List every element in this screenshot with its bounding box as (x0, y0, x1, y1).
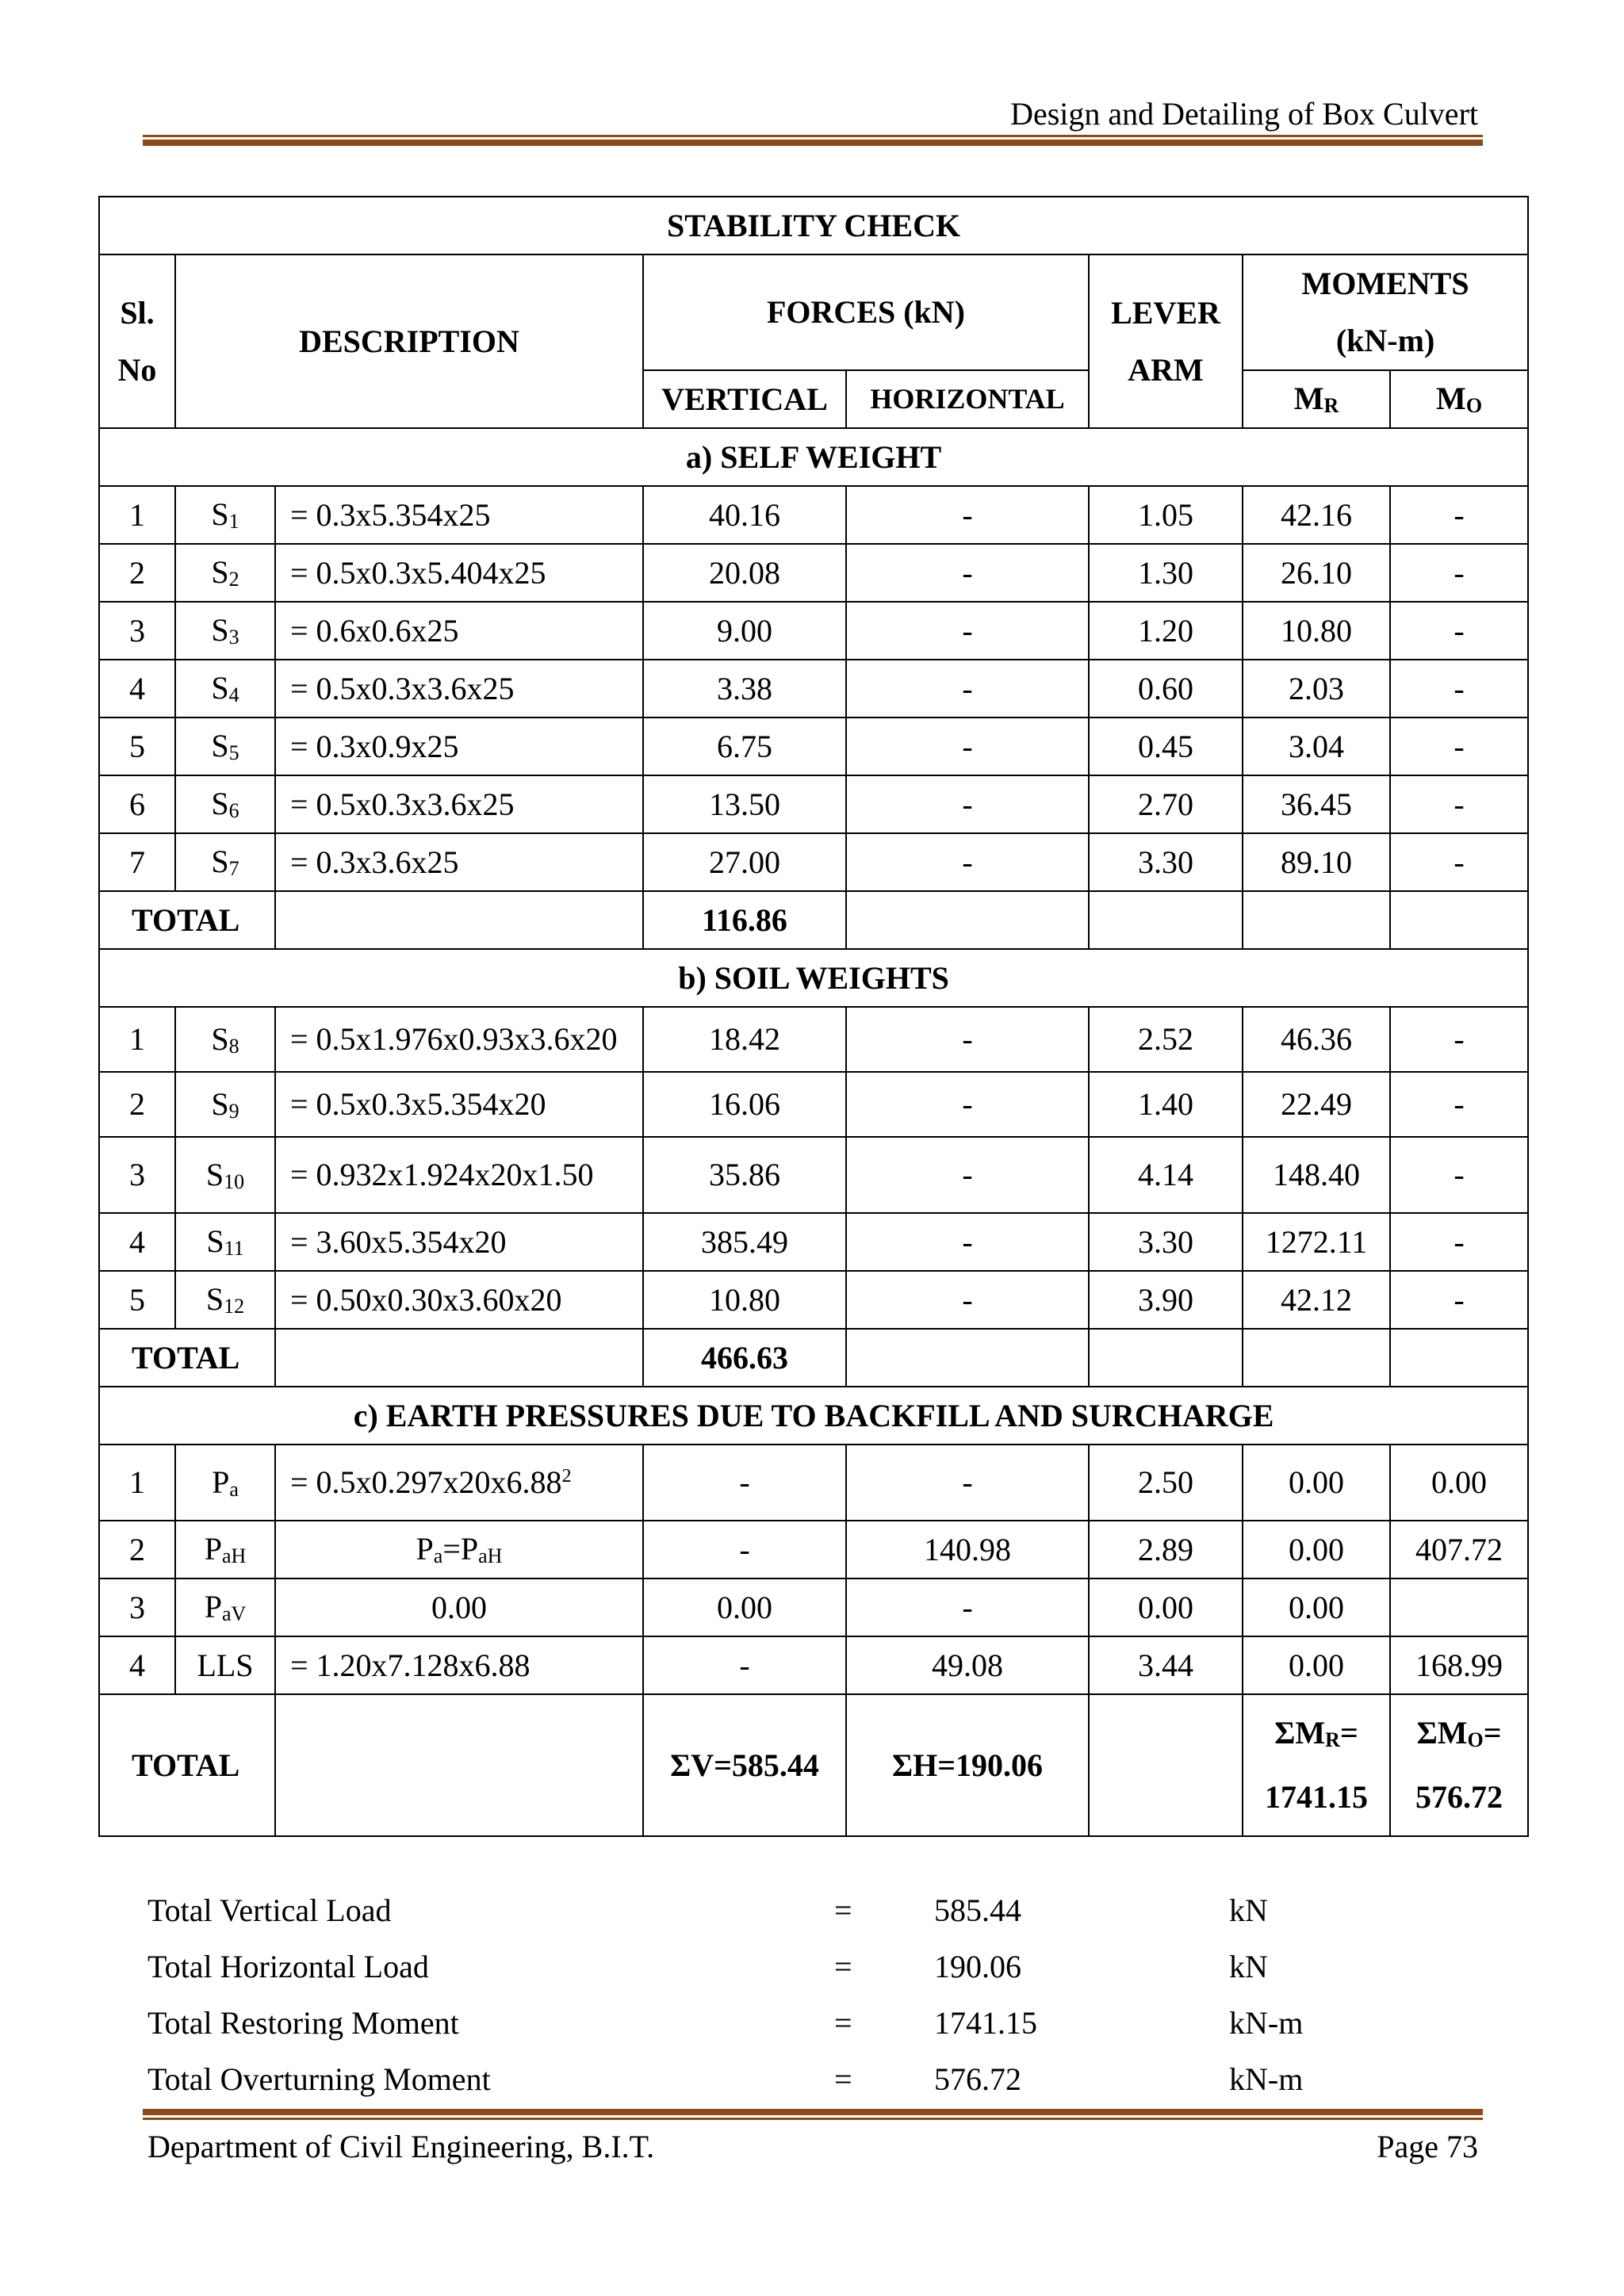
table-row (99, 1072, 1528, 1137)
section-title-soil-weights: b) SOIL WEIGHTS (99, 949, 1528, 1007)
cell-horizontal: - (846, 486, 1089, 544)
table-row (99, 660, 1528, 718)
cell-vertical: 10.80 (643, 1271, 846, 1329)
cell-vertical: 16.06 (643, 1072, 846, 1137)
table-row: 2 $P_{aH}$ $P_a=P_{aH}$ - 140.98 2.89 0.00 407.72 (99, 1521, 1528, 1578)
cell-symbol: $S_3$ (175, 602, 275, 660)
cell-mo: - (1390, 602, 1528, 660)
cell-sl-no: 2 (99, 1072, 175, 1137)
cell-mr: 2.03 (1243, 660, 1390, 718)
table-row: 4 LLS = 1.20x7.128x6.88 - 49.08 3.44 0.00 168.99 (99, 1636, 1528, 1694)
cell-lever-arm: 3.90 (1089, 1271, 1243, 1329)
cell-formula: = 0.5x0.3x5.354x20 (275, 1072, 643, 1137)
footer-rule-thick (143, 2109, 1483, 2115)
cell-lever-arm: 1.20 (1089, 602, 1243, 660)
header-rule-thin (143, 135, 1483, 137)
cell-mr: 1272.11 (1243, 1213, 1390, 1271)
table-row (99, 1271, 1528, 1329)
col-header-horizontal: HORIZONTAL (846, 370, 1089, 428)
section-c-total-vertical: ΣV=585.44 (643, 1694, 846, 1836)
cell-symbol: $S_1$ (175, 486, 275, 544)
cell-formula: = 0.3x0.9x25 (275, 718, 643, 775)
cell-sl-no: 3 (99, 1137, 175, 1213)
col-header-mo: $M_O$ (1390, 370, 1528, 428)
cell-symbol: $S_{11}$ (175, 1213, 275, 1271)
footer-department: Department of Civil Engineering, B.I.T. (147, 2129, 655, 2164)
table-row (99, 602, 1528, 660)
cell-formula: = 0.5x0.3x3.6x25 (275, 660, 643, 718)
cell-horizontal: - (846, 833, 1089, 891)
col-header-forces: FORCES (kN) (643, 254, 1089, 370)
cell-lever-arm: 1.05 (1089, 486, 1243, 544)
cell-symbol: $S_{12}$ (175, 1271, 275, 1329)
cell-mo: - (1390, 544, 1528, 602)
cell-mo: - (1390, 1007, 1528, 1072)
cell-vertical: 385.49 (643, 1213, 846, 1271)
cell-horizontal: - (846, 1137, 1089, 1213)
cell-mr: 22.49 (1243, 1072, 1390, 1137)
cell-lever-arm: 0.45 (1089, 718, 1243, 775)
cell-vertical: 3.38 (643, 660, 846, 718)
cell-symbol: $S_9$ (175, 1072, 275, 1137)
cell-lever-arm: 2.70 (1089, 775, 1243, 833)
table-row: 3 $P_{aV}$ 0.00 0.00 - 0.00 0.00 (99, 1578, 1528, 1636)
cell-sl-no: 1 (99, 1007, 175, 1072)
cell-lever-arm: 0.60 (1089, 660, 1243, 718)
cell-sl-no: 4 (99, 660, 175, 718)
cell-mo: - (1390, 1213, 1528, 1271)
cell-vertical: 20.08 (643, 544, 846, 602)
cell-horizontal: - (846, 1007, 1089, 1072)
section-b-rows (99, 1007, 1528, 1329)
cell-vertical: 35.86 (643, 1137, 846, 1213)
cell-horizontal: - (846, 718, 1089, 775)
section-c-total-label: TOTAL (99, 1694, 275, 1836)
cell-mo: - (1390, 833, 1528, 891)
cell-lever-arm: 1.40 (1089, 1072, 1243, 1137)
footer-page-number: Page 73 (1377, 2129, 1478, 2164)
section-c-total-horizontal: ΣH=190.06 (846, 1694, 1089, 1836)
cell-lever-arm: 4.14 (1089, 1137, 1243, 1213)
cell-horizontal: - (846, 1271, 1089, 1329)
cell-symbol: $S_4$ (175, 660, 275, 718)
table-row (99, 775, 1528, 833)
cell-symbol: $S_7$ (175, 833, 275, 891)
table-row (99, 718, 1528, 775)
section-c-total-mo: $\Sigma M_O=$ 576.72 (1390, 1694, 1528, 1836)
cell-horizontal: - (846, 775, 1089, 833)
cell-symbol: $S_6$ (175, 775, 275, 833)
cell-formula: = 0.50x0.30x3.60x20 (275, 1271, 643, 1329)
table-row (99, 486, 1528, 544)
cell-symbol: $S_5$ (175, 718, 275, 775)
cell-formula: = 0.5x0.3x5.404x25 (275, 544, 643, 602)
running-header-title: Design and Detailing of Box Culvert (1010, 96, 1478, 132)
cell-sl-no: 5 (99, 1271, 175, 1329)
cell-mo: - (1390, 660, 1528, 718)
footer-rule-thin (143, 2118, 1483, 2120)
table-row (99, 1007, 1528, 1072)
cell-mo: - (1390, 486, 1528, 544)
cell-sl-no: 5 (99, 718, 175, 775)
cell-mo: - (1390, 718, 1528, 775)
cell-vertical: 13.50 (643, 775, 846, 833)
cell-formula: = 0.5x1.976x0.93x3.6x20 (275, 1007, 643, 1072)
cell-mr: 42.16 (1243, 486, 1390, 544)
cell-horizontal: - (846, 544, 1089, 602)
section-c-total-row (99, 1694, 1528, 1836)
cell-mr: 36.45 (1243, 775, 1390, 833)
section-b-total-label: TOTAL (99, 1329, 275, 1387)
cell-vertical: 40.16 (643, 486, 846, 544)
cell-sl-no: 2 (99, 544, 175, 602)
cell-formula: = 0.932x1.924x20x1.50 (275, 1137, 643, 1213)
cell-lever-arm: 1.30 (1089, 544, 1243, 602)
cell-horizontal: - (846, 602, 1089, 660)
cell-mr: 10.80 (1243, 602, 1390, 660)
table-title: STABILITY CHECK (99, 197, 1528, 254)
cell-horizontal: - (846, 1072, 1089, 1137)
col-header-description: DESCRIPTION (175, 254, 643, 428)
cell-formula: = 0.3x3.6x25 (275, 833, 643, 891)
section-c-total-mr: $\Sigma M_R=$ 1741.15 (1243, 1694, 1390, 1836)
cell-mr: 3.04 (1243, 718, 1390, 775)
table-row (99, 1213, 1528, 1271)
cell-lever-arm: 2.52 (1089, 1007, 1243, 1072)
cell-vertical: 18.42 (643, 1007, 846, 1072)
cell-sl-no: 4 (99, 1213, 175, 1271)
cell-sl-no: 1 (99, 486, 175, 544)
cell-lever-arm: 3.30 (1089, 833, 1243, 891)
cell-symbol: $S_2$ (175, 544, 275, 602)
cell-horizontal: - (846, 660, 1089, 718)
section-a-total-label: TOTAL (99, 891, 275, 949)
col-header-sl-no: Sl. No (99, 254, 175, 428)
col-header-lever-arm: LEVER ARM (1089, 254, 1243, 428)
cell-lever-arm: 3.30 (1089, 1213, 1243, 1271)
section-title-self-weight: a) SELF WEIGHT (99, 428, 1528, 486)
section-a-rows (99, 486, 1528, 891)
cell-mr: 89.10 (1243, 833, 1390, 891)
cell-sl-no: 7 (99, 833, 175, 891)
cell-formula: = 0.3x5.354x25 (275, 486, 643, 544)
cell-vertical: 27.00 (643, 833, 846, 891)
table-row (99, 544, 1528, 602)
cell-sl-no: 3 (99, 602, 175, 660)
cell-symbol: $S_8$ (175, 1007, 275, 1072)
cell-mo: - (1390, 1072, 1528, 1137)
header-rule-thick (143, 140, 1483, 146)
col-header-vertical: VERTICAL (643, 370, 846, 428)
cell-vertical: 6.75 (643, 718, 846, 775)
cell-mr: 46.36 (1243, 1007, 1390, 1072)
cell-vertical: 9.00 (643, 602, 846, 660)
table-row: 1 $P_a$ = $0.5x0.297x20x6.88^2$ - - 2.50 0.00 0.00 (99, 1445, 1528, 1521)
section-a-total-vertical: 116.86 (643, 891, 846, 949)
cell-formula: = 3.60x5.354x20 (275, 1213, 643, 1271)
cell-mo: - (1390, 1137, 1528, 1213)
table-row (99, 1137, 1528, 1213)
section-title-earth-pressures: c) EARTH PRESSURES DUE TO BACKFILL AND SURCHARGE (99, 1387, 1528, 1445)
cell-mo: - (1390, 775, 1528, 833)
cell-mr: 148.40 (1243, 1137, 1390, 1213)
cell-mr: 42.12 (1243, 1271, 1390, 1329)
cell-sl-no: 6 (99, 775, 175, 833)
col-header-moments: MOMENTS (kN-m) (1243, 254, 1528, 370)
table-row (99, 833, 1528, 891)
cell-formula: = 0.6x0.6x25 (275, 602, 643, 660)
stability-check-table (98, 196, 1529, 1837)
section-b-total-vertical: 466.63 (643, 1329, 846, 1387)
cell-symbol: $S_{10}$ (175, 1137, 275, 1213)
cell-formula: = 0.5x0.3x3.6x25 (275, 775, 643, 833)
cell-mr: 26.10 (1243, 544, 1390, 602)
col-header-mr: $M_R$ (1243, 370, 1390, 428)
cell-mo: - (1390, 1271, 1528, 1329)
cell-horizontal: - (846, 1213, 1089, 1271)
